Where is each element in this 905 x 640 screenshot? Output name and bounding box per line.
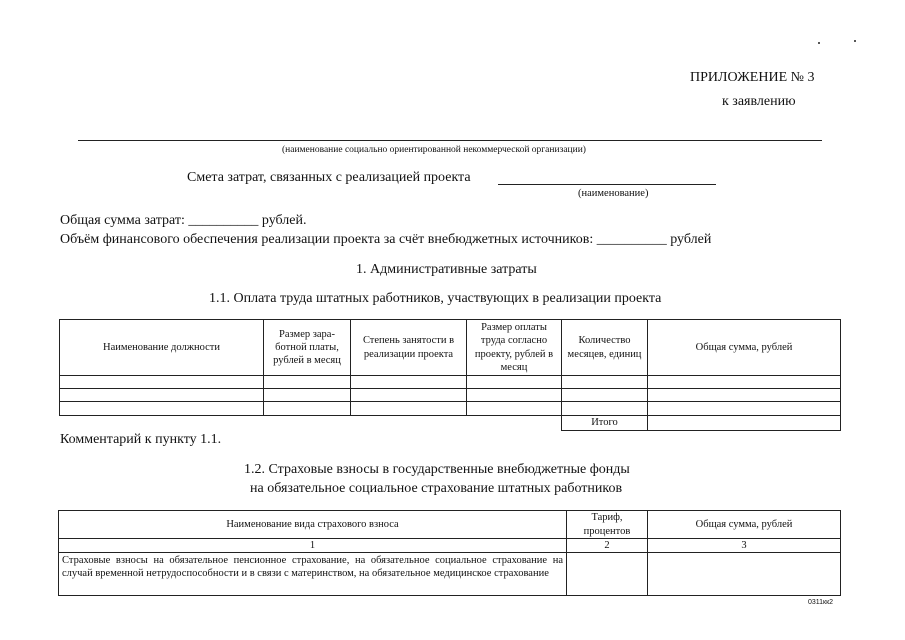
header-contribution-type: Наименование вида страхового взноса <box>59 511 567 539</box>
appendix-subtitle: к заявлению <box>722 94 796 109</box>
table-cell[interactable] <box>562 402 648 416</box>
section-1-2-title-line1: 1.2. Страховые взносы в государственные внебюджетные фонды <box>244 462 630 477</box>
tariff-cell[interactable] <box>567 553 648 596</box>
table-cell[interactable] <box>264 402 351 416</box>
table-cell[interactable] <box>264 376 351 389</box>
form-code: 0311кк2 <box>808 599 834 606</box>
project-name-caption: (наименование) <box>578 188 649 199</box>
total-costs-label: Общая сумма затрат: <box>60 213 185 228</box>
extra-budget-unit: рублей <box>670 232 712 247</box>
table-cell[interactable] <box>467 402 562 416</box>
estimate-title: Смета затрат, связанных с реализацией проекта <box>187 170 471 185</box>
insurance-row-description: Страховые взносы на обязательное пенсионное страхование, на обязательное социальное страхование на случай временной нетрудоспособности и в связи с материнством, на обязательное медицинское страхование <box>59 553 567 596</box>
table-cell[interactable] <box>351 376 467 389</box>
header-pay-project: Размер оплаты труда согласно проекту, рублей в месяц <box>467 320 562 376</box>
column-number: 1 <box>59 539 567 553</box>
column-number: 3 <box>648 539 841 553</box>
salary-table-header <box>60 320 841 376</box>
table-row <box>59 553 841 596</box>
header-salary: Размер зара-ботной платы, рублей в месяц <box>264 320 351 376</box>
table-cell[interactable] <box>264 389 351 402</box>
org-name-line <box>78 140 822 141</box>
table-cell[interactable] <box>648 389 841 402</box>
total-costs-unit: рублей. <box>261 213 307 228</box>
insurance-sum-cell[interactable] <box>648 553 841 596</box>
extra-budget-label: Объём финансового обеспечения реализации проекта за счёт внебюджетных источников: <box>60 232 594 247</box>
section-1-2-title-line2: на обязательное социальное страхование штатных работников <box>250 481 623 496</box>
insurance-table <box>58 510 841 596</box>
table-cell[interactable] <box>467 376 562 389</box>
table-cell[interactable] <box>467 389 562 402</box>
column-number: 2 <box>567 539 648 553</box>
section-1-1-title: 1.1. Оплата труда штатных работников, участвующих в реализации проекта <box>209 291 662 306</box>
extra-budget-line <box>60 232 711 248</box>
table-cell[interactable] <box>351 402 467 416</box>
total-value-cell[interactable] <box>648 416 841 431</box>
table-row <box>60 389 841 402</box>
org-name-caption: (наименование социально ориентированной некоммерческой организации) <box>282 145 586 155</box>
salary-total-row <box>60 416 841 431</box>
table-cell[interactable] <box>562 376 648 389</box>
table-cell[interactable] <box>60 376 264 389</box>
table-cell[interactable] <box>562 389 648 402</box>
table-cell[interactable] <box>351 389 467 402</box>
appendix-title: ПРИЛОЖЕНИЕ № 3 <box>690 70 815 85</box>
header-position: Наименование должности <box>60 320 264 376</box>
column-numbers-row <box>59 539 841 553</box>
header-total-sum: Общая сумма, рублей <box>648 320 841 376</box>
blank-cell <box>60 416 562 431</box>
project-name-line <box>498 184 716 185</box>
table-cell[interactable] <box>60 402 264 416</box>
scan-speck <box>854 40 856 42</box>
total-costs-line <box>60 213 307 229</box>
scan-speck <box>818 42 820 44</box>
total-label: Итого <box>562 416 648 431</box>
header-employment: Степень занятости в реализации проекта <box>351 320 467 376</box>
section-1-title: 1. Административные затраты <box>356 262 537 277</box>
table-cell[interactable] <box>648 376 841 389</box>
table-cell[interactable] <box>648 402 841 416</box>
table-cell[interactable] <box>60 389 264 402</box>
salary-table <box>59 319 841 431</box>
table-row <box>60 376 841 389</box>
header-months: Количество месяцев, единиц <box>562 320 648 376</box>
header-tariff: Тариф, процентов <box>567 511 648 539</box>
total-costs-blank: __________ <box>188 213 259 228</box>
comment-1-1: Комментарий к пункту 1.1. <box>60 432 222 447</box>
extra-budget-blank: __________ <box>596 232 667 247</box>
header-insurance-total: Общая сумма, рублей <box>648 511 841 539</box>
table-row <box>60 402 841 416</box>
insurance-table-header <box>59 511 841 539</box>
